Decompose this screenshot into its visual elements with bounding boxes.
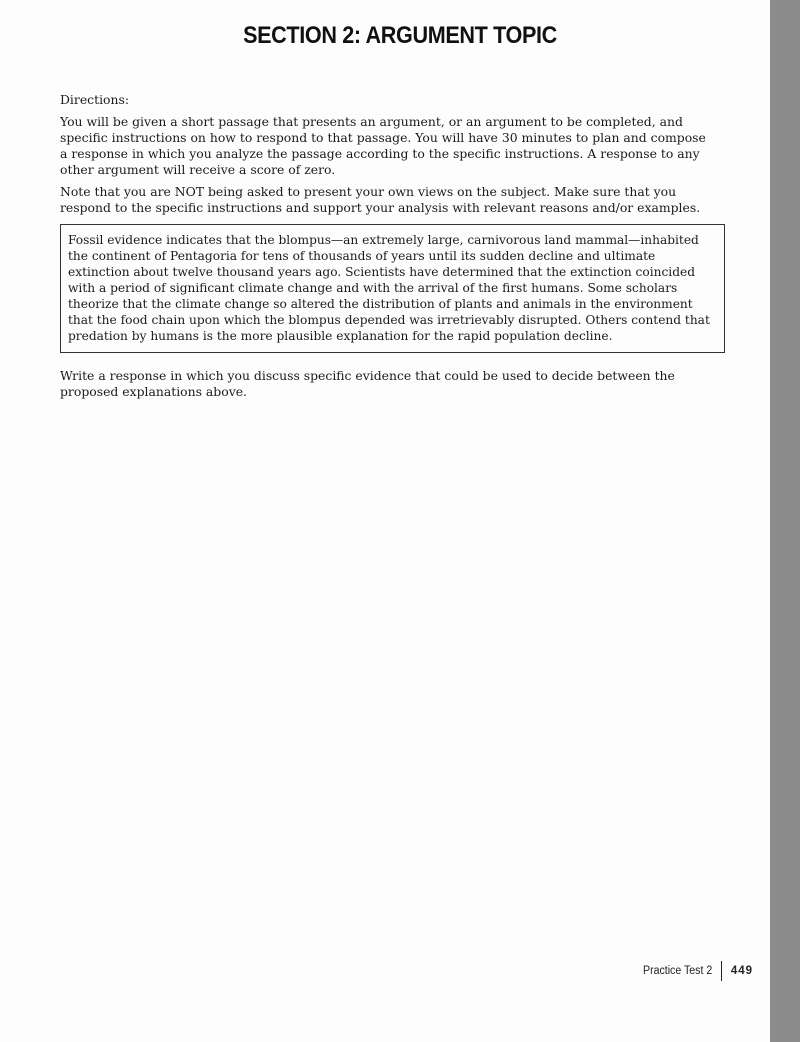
directions-paragraph-2: Note that you are NOT being asked to present your own views on the subject. Make sure that you respond to the specific instructions and support your analysis with relevant reasons and/or examples.	[60, 184, 701, 215]
directions-paragraph-1: You will be given a short passage that presents an argument, or an argument to be completed, and specific instructions on how to respond to that passage. You will have 30 minutes to plan and compose a response in which you analyze the passage according to the specific instructions. A response to any other argument will receive a score of zero.	[60, 114, 706, 177]
argument-passage-text: Fossil evidence indicates that the blompus—an extremely large, carnivorous land mammal—inhabited the continent of Pentagoria for tens of thousands of years until its sudden decline and ultimate extinction about twelve thousand years ago. Scientists have determined that the extinction coincided with a period of significant climate change and with the arrival of the first humans. Some scholars theorize that the climate change so altered the distribution of plants and animals in the environment that the food chain upon which the blompus depended was irretrievably disrupted. Others contend that predation by humans is the more plausible explanation for the rapid population decline.	[68, 233, 710, 343]
argument-passage-box	[60, 224, 725, 353]
page-title: SECTION 2: ARGUMENT TOPIC	[243, 22, 557, 49]
page-footer	[637, 961, 753, 981]
document-body	[60, 92, 710, 400]
footer-divider	[721, 961, 722, 981]
page-number: 449	[730, 965, 753, 977]
page-edge-bar	[770, 0, 800, 1042]
footer-section-label: Practice Test 2	[643, 965, 713, 977]
response-instruction: Write a response in which you discuss specific evidence that could be used to decide between the proposed explanations above.	[60, 368, 675, 399]
directions-label: Directions:	[60, 92, 130, 107]
